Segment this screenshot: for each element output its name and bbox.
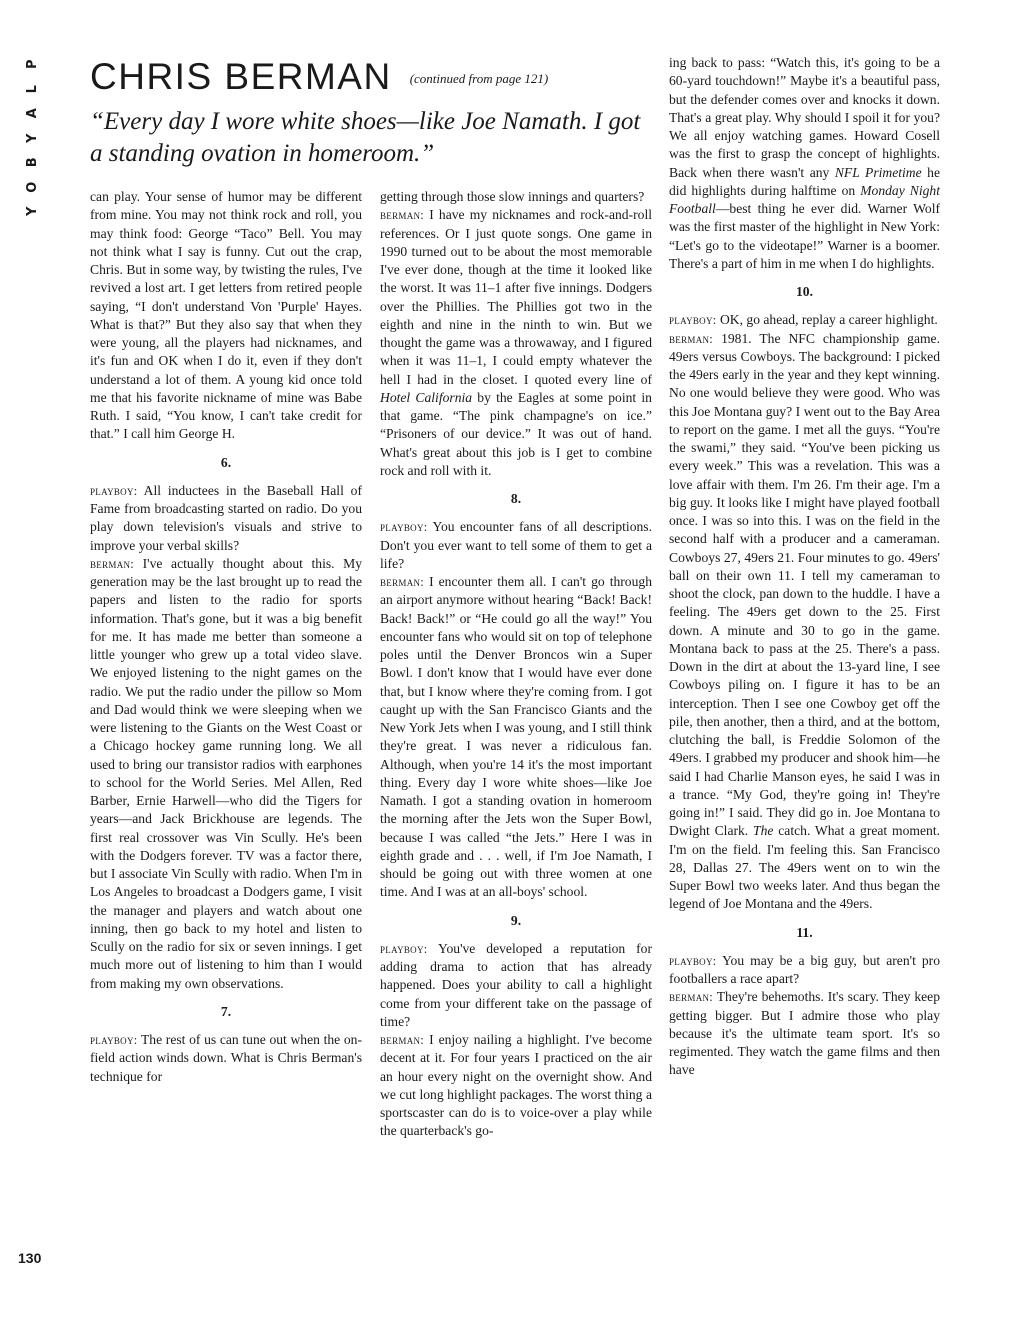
question-text: OK, go ahead, replay a career highlight.: [719, 312, 938, 328]
emphasis: The: [753, 823, 774, 839]
answer-text: —best thing he ever did. Warner Wolf was the first master of the highlight in New York: “Let's go to the videotape!” Warner is a boomer. There's a part of him in me when I do highlights.: [669, 201, 940, 271]
speaker-berman: berman:: [669, 331, 714, 346]
article-title: CHRIS BERMAN: [90, 56, 392, 97]
answer: [380, 573, 652, 902]
mag-letter: L: [24, 84, 40, 93]
speaker-berman: berman:: [90, 556, 135, 571]
speaker-berman: berman:: [380, 208, 425, 223]
article-headline: [90, 56, 650, 98]
answer: [380, 1031, 652, 1141]
speaker-berman: berman:: [669, 990, 714, 1005]
question-text: You've developed a reputation for adding drama to action that has already happened. Does your ability to call a highlight come from your different take on the passage of time?: [380, 940, 652, 1029]
speaker-playboy: playboy:: [90, 1033, 138, 1047]
mag-letter: A: [24, 108, 40, 119]
question-text: You encounter fans of all descriptions. Don't you ever want to tell some of them to get a life?: [380, 519, 652, 571]
mag-letter: B: [24, 157, 40, 168]
magazine-vertical-title: [22, 52, 44, 224]
answer: [669, 988, 940, 1079]
speaker-berman: berman:: [380, 575, 425, 589]
speaker-berman: berman:: [380, 1033, 425, 1047]
question: [380, 940, 652, 1031]
speaker-playboy: playboy:: [90, 483, 138, 498]
answer-text: I've actually thought about this. My generation may be the last brought up to read the papers and listen to the radio for sports information. That's gone, but it was a big benefit for me. It has made me better than someone a little younger who grew up a total video slave. We enjoyed listening to the night games on the radio. We put the radio under the pillow so Mom and Dad would think we were sleeping when we were listening to the Giants on the West Coast or a Chicago hockey game running long. We all used to bring our transistor radios with earphones to school for the World Series. Mel Allen, Red Barber, Ernie Harwell—who did the Tigers for years—and Jack Brickhouse are legends. The first real crossover was Vin Scully. He's been with the Dodgers forever. TV was a factor there, but I associate Vin Scully with radio. When I'm in Los Angeles to broadcast a Dodgers game, I visit the manager and players and watch about one inning, then go back to my hotel and listen to Scully on the radio for six or seven innings. I get much more out of listening to him than I would from making my own observations.: [90, 555, 362, 991]
question-number: 8.: [510, 491, 522, 506]
page-number: 130: [18, 1250, 42, 1266]
speaker-playboy: playboy:: [669, 313, 717, 328]
question-number: 7.: [220, 1003, 232, 1019]
speaker-playboy: playboy:: [669, 953, 717, 968]
mag-letter: Y: [24, 206, 40, 216]
show-title: NFL Primetime: [834, 164, 922, 180]
question-number: 10.: [796, 284, 813, 299]
mag-letter: Y: [24, 133, 40, 143]
answer-text: I have my nicknames and rock-and-roll references. Or I just quote songs. One game in 1990 turned out to be about the most memorable I've ever done, though at the time it looked like the worst. It was 11–1 after five innings. Dodgers over the Phillies. The Phillies got two in the eighth and nine in the ninth to win. But we thought the game was a throwaway, and I figured when it was 11–1, I could empty whatever the hell I had in the closet. I quoted every line of: [380, 207, 652, 387]
question-text: All inductees in the Baseball Hall of Fame from broadcasting started on radio. Do you play down television's visuals and strive to improve your verbal skills?: [90, 482, 362, 553]
speaker-playboy: playboy:: [380, 941, 428, 956]
question: [90, 1031, 362, 1086]
answer-text: 1981. The NFC championship game. 49ers versus Cowboys. The background: I picked the 49ers early in the year and they kept winning. No one would believe they were good. Who was this Joe Montana guy? I went out to the Bay Area to report on the game. I met all the guys. “You're the swami,” they said. “You've been picking us every week.” This was a revelation. This was a love affair with them. I'm 26. I'm their age. I'm a big guy. It looks like I might have played football once. I was so into this. I was on the field in the second half with a producer and a cameraman. Cowboys 27, 49ers 21. Four minutes to go. 49ers' ball on their own 11. I tell my cameraman to shoot the clock, pan down to the huddle. I have a feeling. The 49ers get down to the 25. First down. A minute and 30 to go in the game. Montana back to pass at the 25. There's a pass. Down in the dirt at about the 13-yard line, I see Cowboys piling on. I figure it has to be an interception. Then I see one Cowboy get off the pile, then another, then a third, and at the bottom, clutching the ball, is Freddie Solomon of the 49ers. I grabbed my producer and shook him—he said I had Charlie Manson eyes, he said I was in a trance. “My God, they're going in! They're going in!” I said. They did go in. Joe Montana to Dwight Clark.: [669, 330, 940, 839]
continued-note: (continued from page 121): [409, 71, 549, 86]
text-column-3: [669, 54, 940, 1080]
question: [669, 952, 940, 989]
question: [90, 482, 362, 555]
mag-letter: P: [24, 59, 40, 70]
answer-text: by the Eagles at some point in that game. “The pink champagne's on ice.” “Prisoners of our device.” It was out of hand. What's great about this job is I get to combine rock and roll with it.: [380, 389, 652, 478]
answer: [380, 206, 652, 480]
question-number: 11.: [796, 924, 813, 940]
question: [669, 311, 940, 329]
pull-quote: “Every day I wore white shoes—like Joe Namath. I got a standing ovation in homeroom.”: [90, 108, 641, 167]
show-title: Monday Night Football: [669, 182, 940, 216]
question-text: The rest of us can tune out when the on-field action winds down. What is Chris Berman's technique for: [90, 1032, 363, 1084]
song-title: Hotel California: [380, 389, 473, 405]
text-column-1: [90, 188, 362, 1086]
answer: [669, 330, 940, 914]
answer-text: ing back to pass: “Watch this, it's going to be a 60-yard touchdown!” Maybe it's a beautiful pass, but the defender comes over and knocks it down. That's a great play. Why should I spoil it for you? We all enjoy watching games. Howard Cosell was the first to grasp the concept of highlights. Back when there wasn't any: [669, 55, 940, 180]
answer: [90, 555, 362, 993]
question-text: You may be a big guy, but aren't pro footballers a race apart?: [669, 952, 940, 986]
question: [380, 518, 652, 573]
speaker-playboy: playboy:: [380, 520, 428, 535]
answer-text: I encounter them all. I can't go through an airport anymore without hearing “Back! Back! Back! Back!” or “He could go all the way!” You encounter fans who would sit on top of telephone poles until the Denver Broncos win a Super Bowl. I don't know that I would have ever done that, but I know where they're coming from. I got caught up with the San Francisco Giants and the New York Jets when I was young, and I still think they're great. I was never a ridiculous fan. Although, when you're 14 it's the most important thing. Every day I wore white shoes—like Joe Namath. I got a standing ovation in homeroom the morning after the Jets won the Super Bowl, because I was called “the Jets.” Here I was in eighth grade and . . . well, if I'm Joe Namath, I should be going out with three women at one time. And I was at an all-boys' school.: [380, 574, 652, 900]
question-continued: getting through those slow innings and quarters?: [380, 189, 645, 204]
answer-text: I enjoy nailing a highlight. I've become decent at it. For four years I practiced on the air an hour every night on the overnight show. And we cut long highlight packages. The worst thing a sportscaster can do is to voice-over a play while the quarterback's go-: [380, 1032, 652, 1139]
answer-continued: [669, 54, 940, 273]
question-number: 9.: [510, 912, 522, 928]
question-number: 6.: [220, 454, 232, 470]
paragraph: can play. Your sense of humor may be different from mine. You may not think rock and roll, you may think food: George “Taco” Bell. You may not think what I say is funny. Cut out the crap, Chris. But in some way, by twisting the rules, I've revived a lost art. I get letters from retired people saying, “I don't understand Von 'Purple' Hayes. What is that?” But they also say that when they were young, all the players had nicknames, and it's fun and OK when I do it, even if they don't understand a lot of them. A young kid once told me that his favorite nickname of mine was Babe Ruth. I said, “You know, I can't take credit for that.” I call him George H.: [90, 189, 362, 442]
answer-text: he did highlights during halftime on: [669, 164, 940, 198]
answer-text: catch. What a great moment. I'm on the field. I'm feeling this. San Francisco 28, Dallas 27. The 49ers went on to win the Super Bowl two weeks later. And thus began the legend of Joe Montana and the 49ers.: [669, 823, 940, 912]
mag-letter: O: [24, 181, 40, 193]
answer-text: They're behemoths. It's scary. They keep getting bigger. But I admire those who play because it's the ultimate team sport. It's so regimented. They watch the game films and then have: [669, 989, 941, 1078]
text-column-2: [380, 188, 652, 1141]
